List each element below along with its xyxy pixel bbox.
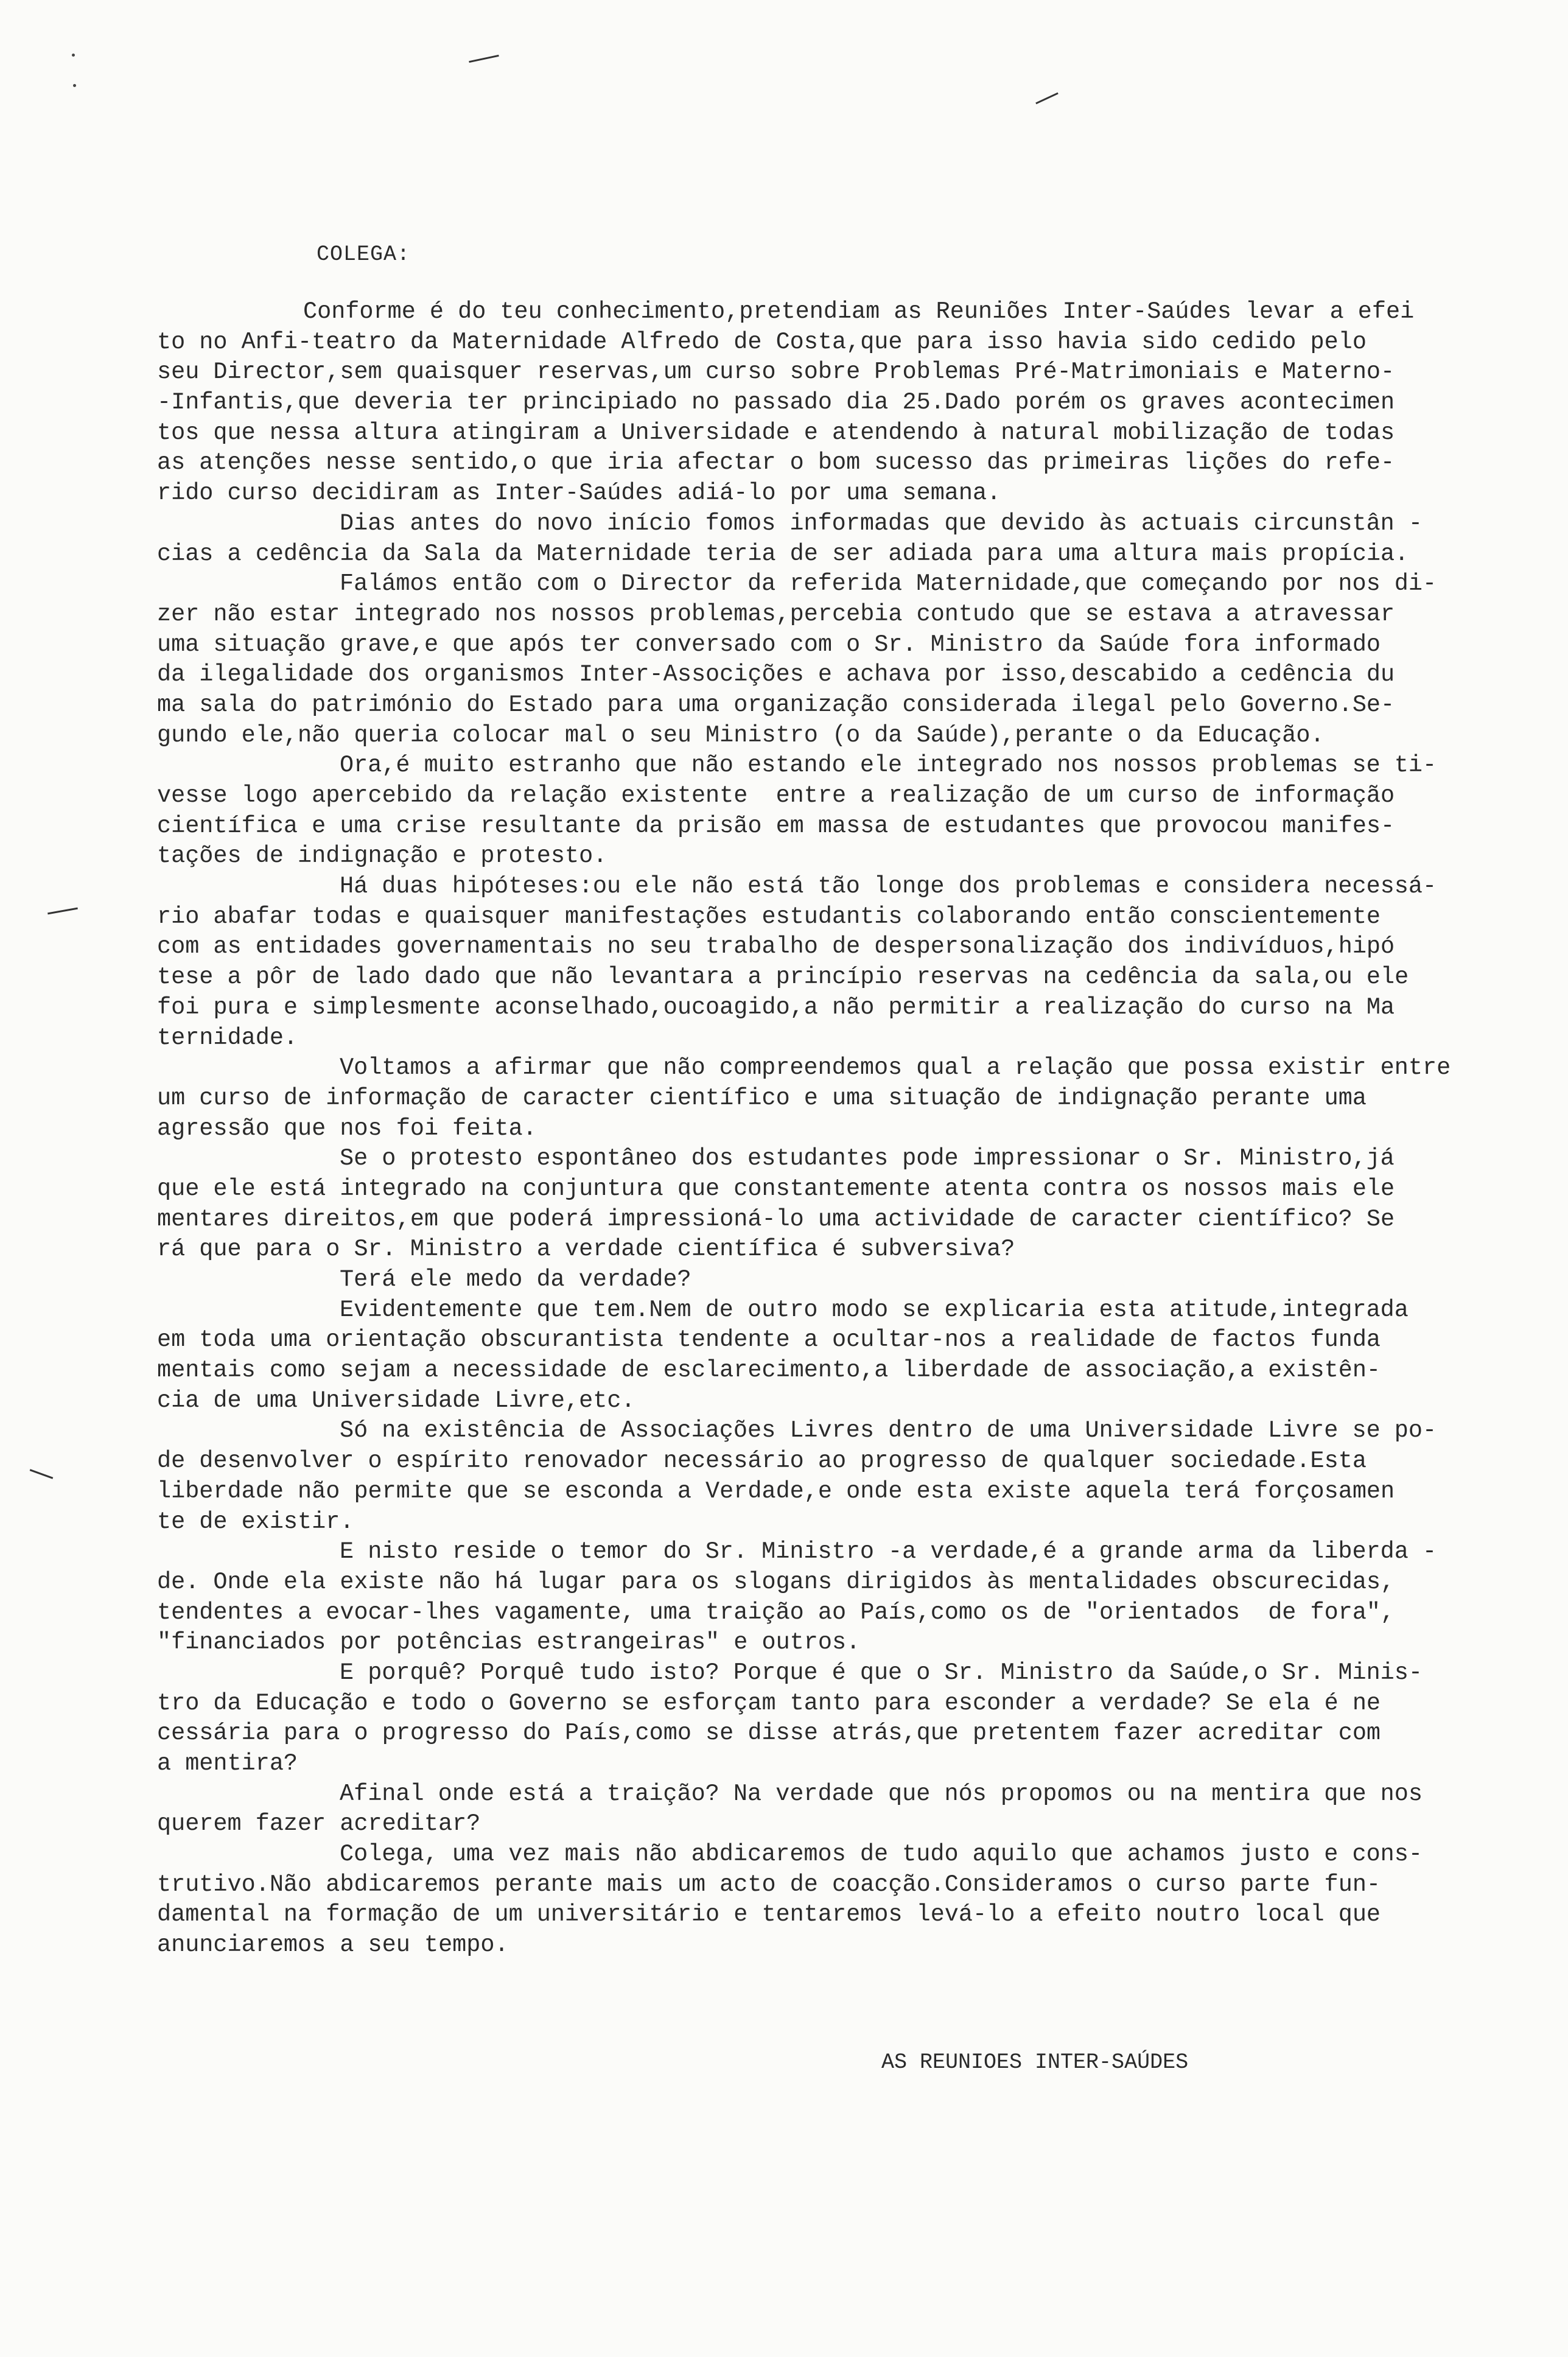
scan-mark-top-right [1035, 93, 1059, 105]
body-line: trutivo.Não abdicaremos perante mais um acto de coacção.Consideramos o curso parte fun- [157, 1871, 1381, 1898]
letter-body [157, 297, 1514, 1961]
body-line: tos que nessa altura atingiram a Universidade e atendendo à natural mobilização de todas [157, 419, 1395, 446]
body-line: a mentira? [157, 1750, 298, 1777]
body-line: com as entidades governamentais no seu trabalho de despersonalização dos indivíduos,hipó [157, 933, 1395, 961]
body-line: seu Director,sem quaisquer reservas,um curso sobre Problemas Pré-Matrimoniais e Materno- [157, 359, 1395, 386]
body-line: Afinal onde está a traição? Na verdade que nós propomos ou na mentira que nos [340, 1780, 1423, 1807]
body-line: tro da Educação e todo o Governo se esforçam tanto para esconder a verdade? Se ela é ne [157, 1689, 1381, 1717]
body-line: rido curso decidiram as Inter-Saúdes adiá-lo por uma semana. [157, 480, 1001, 507]
body-line: liberdade não permite que se esconda a Verdade,e onde esta existe aquela terá forçosamen [157, 1477, 1395, 1505]
body-line: vesse logo apercebido da relação existente entre a realização de um curso de informação [157, 782, 1395, 809]
body-line: mentais como sejam a necessidade de esclarecimento,a liberdade de associação,a existên- [157, 1357, 1381, 1384]
body-line: tese a pôr de lado dado que não levantara a princípio reservas na cedência da sala,ou ele [157, 964, 1409, 991]
body-line: Dias antes do novo início fomos informadas que devido às actuais circunstân - [340, 510, 1423, 537]
body-line: anunciaremos a seu tempo. [157, 1931, 509, 1959]
body-line: agressão que nos foi feita. [157, 1115, 537, 1142]
body-line: Há duas hipóteses:ou ele não está tão longe dos problemas e considera necessá- [340, 873, 1437, 900]
body-line: rio abafar todas e quaisquer manifestações estudantis colaborando então conscientemente [157, 903, 1381, 930]
body-line: Colega, uma vez mais não abdicaremos de tudo aquilo que achamos justo e cons- [340, 1841, 1423, 1868]
body-line: E porquê? Porquê tudo isto? Porque é que o Sr. Ministro da Saúde,o Sr. Minis- [340, 1659, 1423, 1686]
body-line: Evidentemente que tem.Nem de outro modo se explicaria esta atitude,integrada [340, 1296, 1409, 1323]
body-line: ma sala do património do Estado para uma organização considerada ilegal pelo Governo.Se- [157, 691, 1395, 718]
body-line: "financiados por potências estrangeiras" e outros. [157, 1629, 861, 1656]
body-line: Só na existência de Associações Livres dentro de uma Universidade Livre se po- [340, 1417, 1437, 1445]
body-line: tendentes a evocar-lhes vagamente, uma traição ao País,como os de "orientados de fora", [157, 1599, 1395, 1626]
body-line: que ele está integrado na conjuntura que constantemente atenta contra os nossos mais ele [157, 1175, 1395, 1202]
body-line: ternidade. [157, 1024, 298, 1051]
body-line: científica e uma crise resultante da prisão em massa de estudantes que provocou manifes- [157, 812, 1395, 839]
body-line: gundo ele,não queria colocar mal o seu Ministro (o da Saúde),perante o da Educação. [157, 721, 1325, 749]
body-line: da ilegalidade dos organismos Inter-Associções e achava por isso,descabido a cedência du [157, 661, 1395, 688]
scan-mark-top [469, 55, 499, 63]
body-line: -Infantis,que deveria ter principiado no passado dia 25.Dado porém os graves acontecimen [157, 389, 1395, 416]
body-line: as atenções nesse sentido,o que iria afectar o bom sucesso das primeiras lições do refe- [157, 449, 1395, 477]
body-line: de desenvolver o espírito renovador necessário ao progresso de qualquer sociedade.Esta [157, 1448, 1367, 1475]
body-line: Se o protesto espontâneo dos estudantes pode impressionar o Sr. Ministro,já [340, 1145, 1395, 1172]
body-line: foi pura e simplesmente aconselhado,oucoagido,a não permitir a realização do curso na Ma [157, 993, 1395, 1021]
body-line: Terá ele medo da verdade? [340, 1266, 691, 1293]
body-line: Conforme é do teu conhecimento,pretendiam as Reuniões Inter-Saúdes levar a efei [303, 298, 1415, 325]
body-line: Falámos então com o Director da referida Maternidade,que começando por nos di- [340, 570, 1437, 598]
body-line: cessária para o progresso do País,como se disse atrás,que pretentem fazer acreditar com [157, 1720, 1381, 1747]
scan-mark-left [30, 1469, 54, 1479]
body-line: zer não estar integrado nos nossos problemas,percebia contudo que se estava a atravessar [157, 600, 1395, 628]
body-line: rá que para o Sr. Ministro a verdade científica é subversiva? [157, 1236, 1015, 1263]
body-line: damental na formação de um universitário e tentaremos levá-lo a efeito noutro local que [157, 1901, 1381, 1928]
body-line: mentares direitos,em que poderá impressioná-lo uma actividade de caracter científico? Se [157, 1205, 1395, 1233]
body-line: de. Onde ela existe não há lugar para os slogans dirigidos às mentalidades obscurecidas, [157, 1568, 1395, 1595]
body-line: Voltamos a afirmar que não compreendemos qual a relação que possa existir entre [340, 1054, 1451, 1082]
body-line: cia de uma Universidade Livre,etc. [157, 1387, 635, 1414]
body-line: to no Anfi-teatro da Maternidade Alfredo de Costa,que para isso havia sido cedido pelo [157, 328, 1367, 355]
scan-speck [73, 84, 76, 87]
body-line: um curso de informação de caracter científico e uma situação de indignação perante uma [157, 1084, 1367, 1112]
salutation: COLEGA: [317, 242, 411, 267]
body-line: Ora,é muito estranho que não estando ele integrado nos nossos problemas se ti- [340, 752, 1437, 779]
scan-mark-left [47, 908, 78, 915]
signature: AS REUNIOES INTER-SAÚDES [881, 2050, 1189, 2075]
body-line: cias a cedência da Sala da Maternidade teria de ser adiada para uma altura mais propícia. [157, 540, 1409, 567]
body-line: uma situação grave,e que após ter conversado com o Sr. Ministro da Saúde fora informado [157, 631, 1381, 658]
scan-speck [72, 54, 75, 57]
body-line: te de existir. [157, 1508, 354, 1535]
body-line: E nisto reside o temor do Sr. Ministro -a verdade,é a grande arma da liberda - [340, 1538, 1437, 1566]
body-line: tações de indignação e protesto. [157, 842, 607, 870]
body-line: querem fazer acreditar? [157, 1810, 481, 1838]
body-line: em toda uma orientação obscurantista tendente a ocultar-nos a realidade de factos funda [157, 1326, 1381, 1354]
